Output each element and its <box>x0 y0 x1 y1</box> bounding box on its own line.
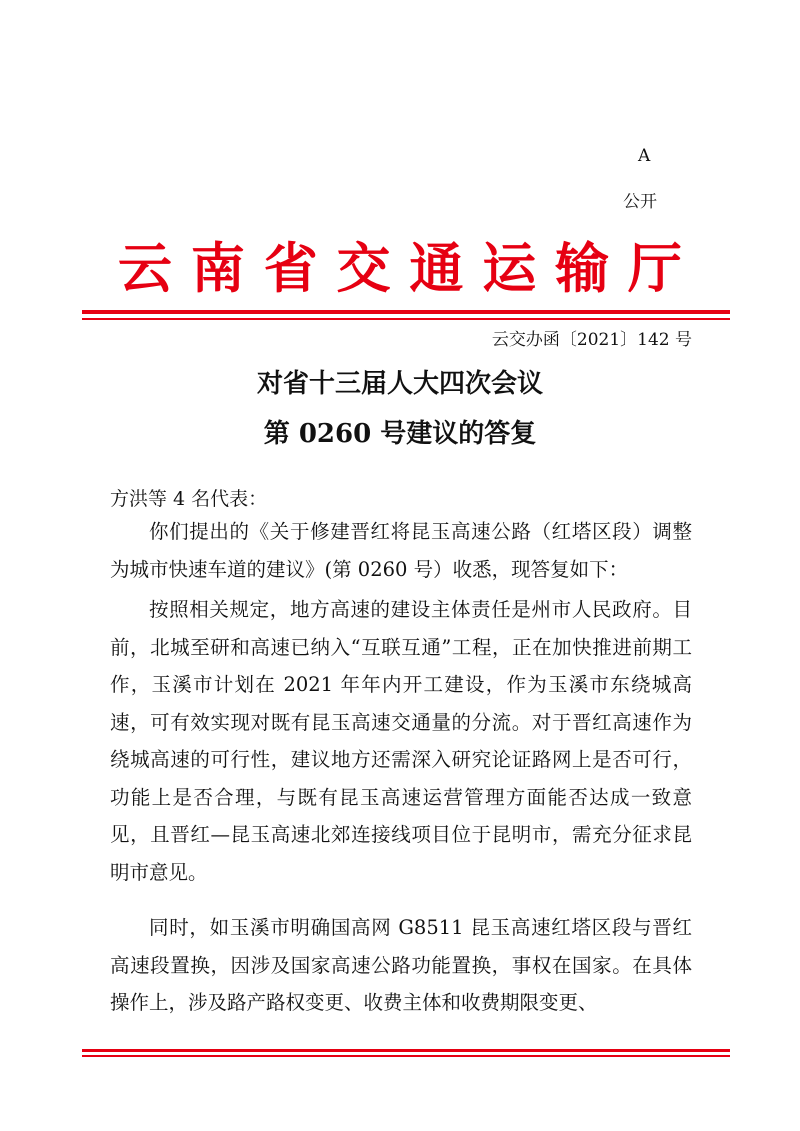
agency-char: 云 <box>118 236 172 300</box>
agency-char: 南 <box>190 236 245 300</box>
agency-char: 通 <box>409 236 464 300</box>
salutation: 方洪等 4 名代表： <box>110 488 268 510</box>
agency-char: 运 <box>482 236 537 300</box>
footer-rule-thick <box>82 1049 730 1052</box>
agency-name-header <box>118 232 682 304</box>
header-rule-thin <box>82 318 730 320</box>
header-rule-thick <box>82 310 730 314</box>
agency-char: 交 <box>336 236 391 300</box>
document-number: 云交办函〔2021〕142 号 <box>491 330 692 350</box>
disclosure-mark: 公开 <box>623 192 657 212</box>
agency-char: 输 <box>555 236 610 300</box>
body-paragraph: 按照相关规定，地方高速的建设主体责任是州市人民政府。目前，北城至研和高速已纳入“互联互通”工程，正在加快推进前期工作，玉溪市计划在 2021 年年内开工建设，作为玉溪市东绕城高速，可有效实现对既有昆玉高速交通量的分流。对于晋红高速作为绕城高速的可行性，建议地方还需深入研究论证路网上是否可行，功能上是否合理，与既有昆玉高速运营管理方面能否达成一致意见，且晋红—昆玉高速北郊连接线项目位于昆明市，需充分征求昆明市意见。 <box>110 598 692 884</box>
agency-char: 厅 <box>627 236 682 300</box>
body-paragraph: 你们提出的《关于修建晋红将昆玉高速公路（红塔区段）调整为城市快速车道的建议》(第 0260 号）收悉，现答复如下： <box>110 520 692 581</box>
footer-rule-thin <box>82 1055 730 1057</box>
document-title-line1: 对省十三届人大四次会议 <box>256 369 543 399</box>
agency-char: 省 <box>263 236 318 300</box>
document-title-line2: 第 0260 号建议的答复 <box>263 419 537 449</box>
classification-mark: A <box>638 146 651 166</box>
body-paragraph: 同时，如玉溪市明确国高网 G8511 昆玉高速红塔区段与晋红高速段置换，因涉及国家高速公路功能置换，事权在国家。在具体操作上，涉及路产路权变更、收费主体和收费期限变更、 <box>110 916 692 1014</box>
